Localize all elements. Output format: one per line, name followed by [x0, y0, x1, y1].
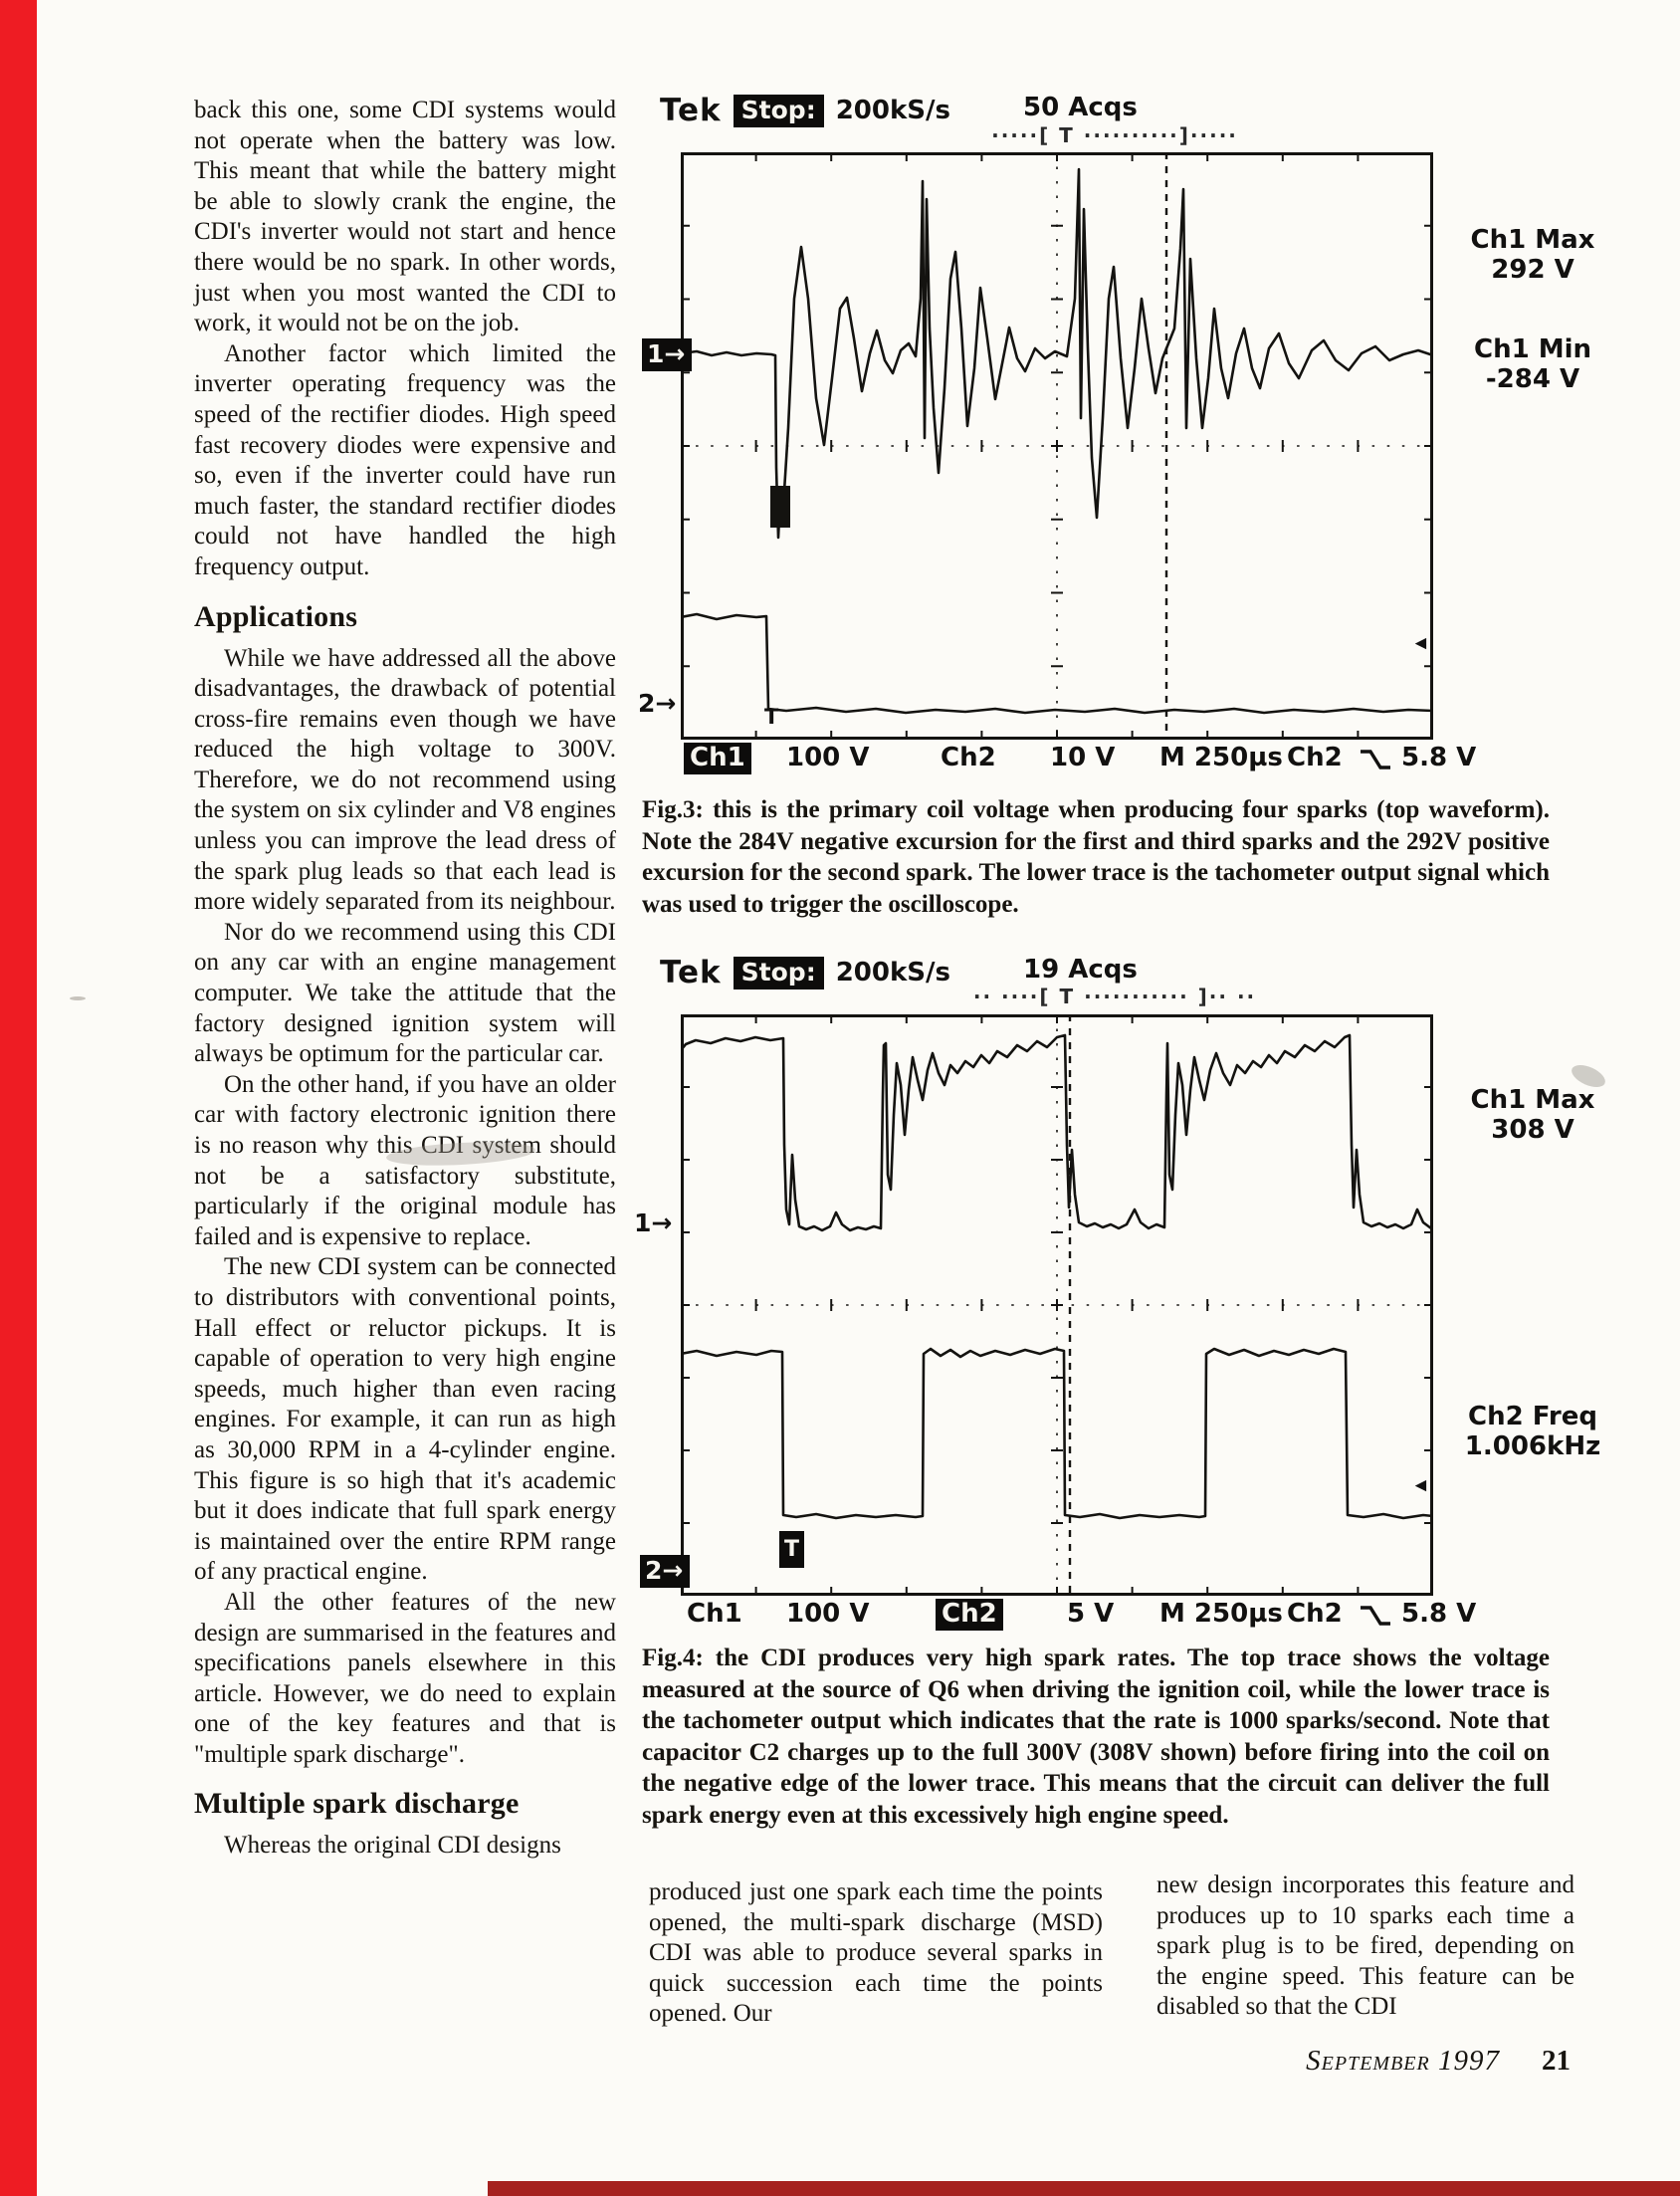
acquisition-count: 19 Acqs: [1023, 955, 1138, 985]
tek-logo: Tek: [660, 93, 722, 128]
left-text-column: [194, 96, 616, 1862]
trigger-position-marker: ·····[ T ··········]·····: [991, 123, 1238, 147]
ch1-label: Ch1: [687, 1599, 742, 1629]
sample-rate-label: 200kS/s: [835, 958, 950, 988]
ch1-scale: 100 V: [786, 1599, 870, 1629]
measurement-label: Ch1 Max: [1470, 225, 1595, 255]
sample-rate-label: 200kS/s: [835, 96, 950, 125]
right-text-column: [1156, 1870, 1575, 2023]
body-paragraph: Nor do we recommend using this CDI on any car with an engine management computer. We take the attitude that the factory designed ignition system will always be optimum for the particular car.: [194, 918, 616, 1068]
scope1-graticule: [681, 152, 1433, 740]
ch2-label: Ch2: [936, 1599, 1003, 1631]
measurement-ch1-min: [1448, 334, 1617, 394]
trigger-level-arrow-icon: ◄: [1411, 1475, 1430, 1496]
trigger-level-readout: 5.8 V: [1401, 1599, 1477, 1629]
tek-logo: Tek: [660, 955, 722, 990]
trigger-source-readout: Ch2: [1287, 743, 1343, 772]
section-heading-applications: Applications: [194, 599, 358, 633]
ch2-label: Ch2: [941, 743, 996, 772]
body-paragraph: All the other features of the new design are summarised in the features and specifications panels elsewhere in this article. However, we do need to explain one of the key features and that is "multiple spark discharge".: [194, 1588, 616, 1768]
issue-date: September 1997: [1306, 2045, 1500, 2077]
middle-text-column: [649, 1877, 1103, 2030]
scope2-graticule: [681, 1014, 1433, 1596]
body-paragraph: The new CDI system can be connected to distributors with conventional points, Hall effect or reluctor pickups. It is capable of operation to very high engine speeds, much higher than even racing engines. For example, it can run as high as 30,000 RPM in a 4-cylinder engine. This figure is so high that it's academic but it does indicate that full spark energy is maintained over the entire RPM range of any practical engine.: [194, 1253, 616, 1586]
timebase-readout: M 250µs: [1159, 743, 1283, 772]
ch2-position-marker: 2→: [640, 1555, 690, 1588]
ch1-label: Ch1: [684, 743, 751, 774]
ch2-position-marker: 2→: [638, 689, 677, 718]
falling-edge-icon: [1359, 1603, 1392, 1629]
measurement-value: -284 V: [1485, 364, 1580, 394]
acquisition-status-badge: Stop:: [734, 95, 824, 127]
trigger-point-marker: [770, 486, 790, 528]
measurement-ch1-max: [1448, 1085, 1617, 1145]
fig3-caption: Fig.3: this is the primary coil voltage when producing four sparks (top waveform). Note the 284V negative excursion for the first and third sparks and the 292V positive excursion for the second spark. The lower trace is the tachometer output signal which was used to trigger the oscilloscope.: [642, 796, 1550, 918]
acquisition-status-badge: Stop:: [734, 957, 824, 989]
body-paragraph: back this one, some CDI systems would not operate when the battery was low. This meant that while the battery might be able to slowly crank the engine, the CDI's inverter would not start and hence there would be no spark. In other words, just when you most wanted the CDI to work, it would not be on the job.: [194, 97, 616, 337]
fig4-caption: Fig.4: the CDI produces very high spark rates. The top trace shows the voltage measured at the source of Q6 when driving the ignition coil, while the lower trace is the tachometer output which indicates that the rate is 1000 sparks/second. Note that capacitor C2 charges up to the full 300V (308V shown) before firing into the coil on the negative edge of the lower trace. This means that the circuit can deliver the full spark energy even at this excessively high engine speed.: [642, 1645, 1550, 1829]
ch1-position-marker: 1→: [642, 338, 692, 371]
scan-artifact: [70, 996, 86, 1000]
body-paragraph: While we have addressed all the above disadvantages, the drawback of potential cross-fire remains even though we have reduced the high voltage to 300V. Therefore, we do not recommend using the system on six cylinder and V8 engines unless you can improve the lead dress of the spark plug leads so that each lead is more widely separated from its neighbour.: [194, 644, 616, 916]
page-footer: [1095, 2045, 1571, 2078]
red-margin-bar: [0, 0, 37, 2196]
timebase-readout: M 250µs: [1159, 1599, 1283, 1629]
trigger-point-marker: T: [779, 1531, 804, 1568]
measurement-label: Ch2 Freq: [1468, 1402, 1597, 1431]
body-paragraph: On the other hand, if you have an older car with factory electronic ignition there is no reason why this CDI system should not be a satisfactory substitute, particularly if the original module has failed and is expensive to replace.: [194, 1070, 616, 1250]
page-number: 21: [1542, 2045, 1571, 2077]
waveform-trace: [681, 1035, 1433, 1230]
acquisition-count: 50 Acqs: [1023, 93, 1138, 122]
measurement-ch1-max: [1448, 225, 1617, 285]
measurement-value: 308 V: [1491, 1115, 1575, 1145]
measurement-value: 1.006kHz: [1464, 1431, 1601, 1461]
falling-edge-icon: [1359, 747, 1392, 772]
section-heading-multiple-spark: Multiple spark discharge: [194, 1787, 520, 1821]
body-paragraph: produced just one spark each time the points opened, the multi-spark discharge (MSD) CDI was able to produce several sparks in quick succession each time the points opened. Our: [649, 1878, 1103, 2028]
trigger-point-glyph: T: [764, 705, 779, 729]
body-paragraph: Another factor which limited the inverter operating frequency was the speed of the rectifier diodes. High speed fast recovery diodes were expensive and so, even if the inverter could have run much faster, the standard rectifier diodes could not have handled the high frequency output.: [194, 339, 616, 580]
trigger-position-marker: ·· ····[ T ··········· ]·· ··: [972, 985, 1257, 1008]
ch1-scale: 100 V: [786, 743, 870, 772]
trigger-level-readout: 5.8 V: [1401, 743, 1477, 772]
trigger-level-arrow-icon: ◄: [1411, 633, 1430, 654]
ch2-scale: 5 V: [1067, 1599, 1115, 1629]
ch2-scale: 10 V: [1050, 743, 1116, 772]
measurement-label: Ch1 Min: [1473, 334, 1592, 364]
trigger-source-readout: Ch2: [1287, 1599, 1343, 1629]
body-paragraph: new design incorporates this feature and produces up to 10 sparks each time a spark plug is to be fired, depending on the engine speed. This feature can be disabled so that the CDI: [1156, 1871, 1575, 2021]
measurement-label: Ch1 Max: [1470, 1085, 1595, 1115]
body-paragraph: Whereas the original CDI designs: [224, 1832, 561, 1860]
measurement-value: 292 V: [1491, 255, 1575, 285]
red-footer-bar: [488, 2181, 1680, 2196]
measurement-ch2-freq: [1448, 1402, 1617, 1461]
ch1-position-marker: 1→: [634, 1208, 673, 1237]
